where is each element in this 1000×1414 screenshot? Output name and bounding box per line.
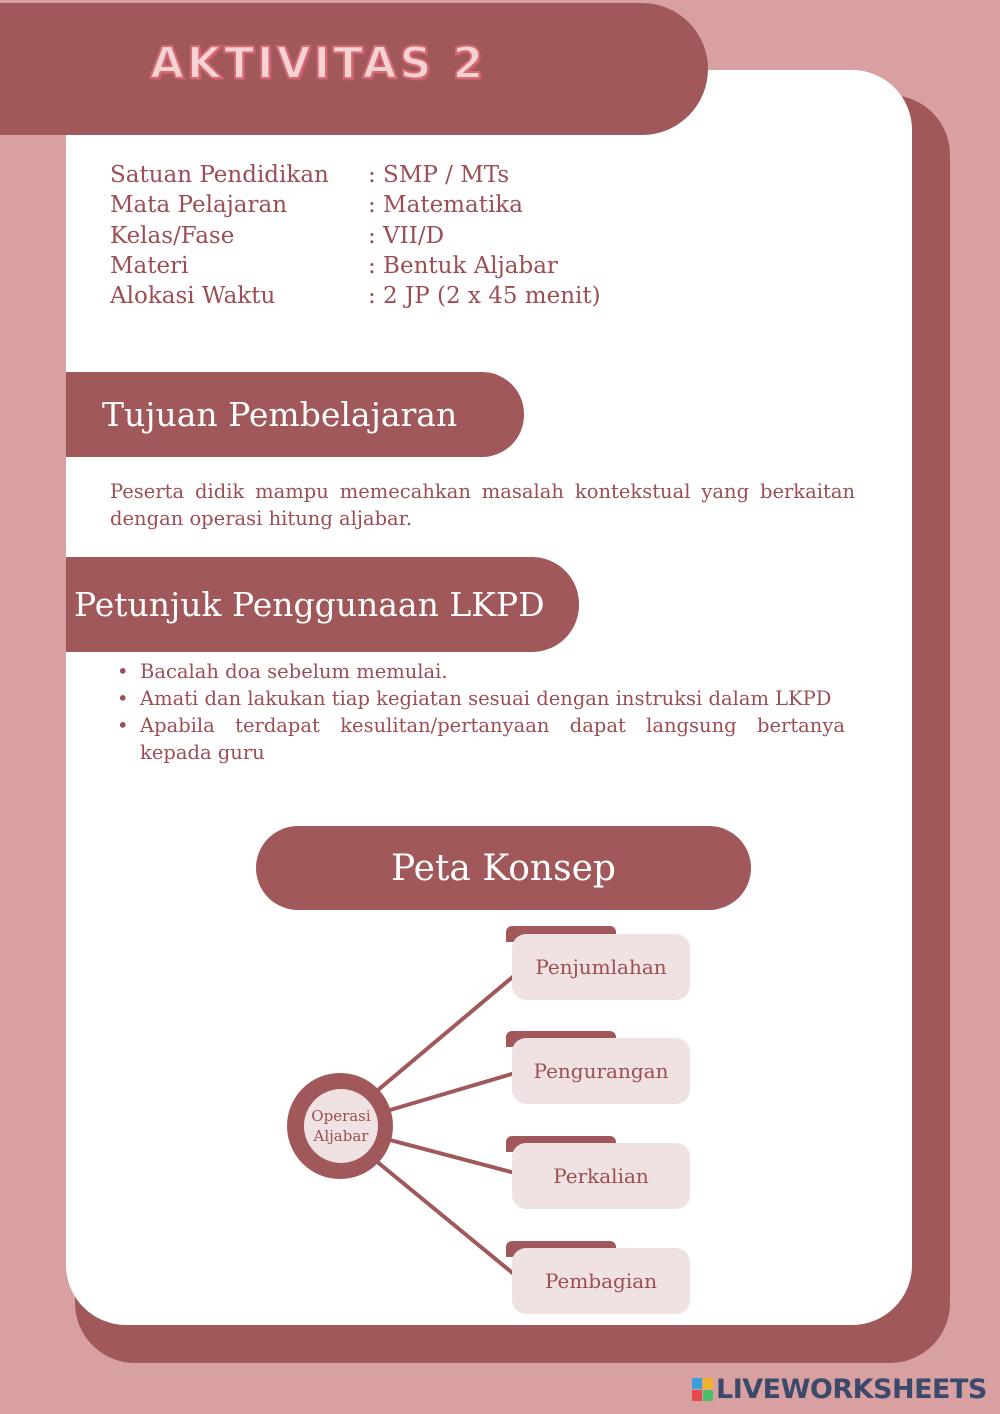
node-perkalian: Perkalian bbox=[512, 1143, 690, 1209]
brand-name: LIVEWORKSHEETS bbox=[716, 1374, 987, 1405]
liveworksheets-logo bbox=[692, 1374, 987, 1405]
center-node-line2: Aljabar bbox=[313, 1127, 369, 1145]
bullet-icon: • bbox=[117, 687, 129, 710]
tujuan-heading: Tujuan Pembelajaran bbox=[102, 395, 458, 434]
info-value: : 2 JP (2 x 45 menit) bbox=[368, 283, 601, 310]
node-penjumlahan: Penjumlahan bbox=[512, 934, 690, 1000]
info-value: : Matematika bbox=[368, 192, 523, 219]
connector-line bbox=[390, 1140, 515, 1173]
info-label: Kelas/Fase bbox=[110, 222, 235, 249]
connector-line bbox=[390, 1073, 515, 1110]
list-item-text: Apabila terdapat kesulitan/pertanyaan dapat langsung bertanya kepada guru bbox=[140, 714, 845, 764]
page-title: AKTIVITAS 2 bbox=[150, 38, 487, 89]
list-item-text: Bacalah doa sebelum memulai. bbox=[140, 660, 448, 683]
liveworksheets-icon bbox=[692, 1378, 713, 1401]
bullet-icon: • bbox=[117, 714, 129, 737]
info-label: Alokasi Waktu bbox=[110, 283, 276, 310]
node-pembagian: Pembagian bbox=[512, 1248, 690, 1314]
node-pengurangan: Pengurangan bbox=[512, 1038, 690, 1104]
bullet-icon: • bbox=[117, 660, 129, 683]
peta-heading: Peta Konsep bbox=[391, 847, 616, 889]
center-node-line1: Operasi bbox=[311, 1107, 371, 1125]
info-label: Satuan Pendidikan bbox=[110, 162, 329, 188]
petunjuk-heading: Petunjuk Penggunaan LKPD bbox=[74, 585, 545, 624]
connector-line bbox=[375, 1160, 515, 1275]
info-label: Mata Pelajaran bbox=[110, 192, 288, 219]
list-item-text: Amati dan lakukan tiap kegiatan sesuai dengan instruksi dalam LKPD bbox=[140, 687, 832, 710]
info-value: : Bentuk Aljabar bbox=[368, 252, 558, 279]
tujuan-text: Peserta didik mampu memecahkan masalah kontekstual yang berkaitan dengan operasi hitung aljabar. bbox=[110, 480, 855, 530]
info-label: Materi bbox=[110, 252, 189, 279]
center-node bbox=[304, 1089, 378, 1163]
info-value: : SMP / MTs bbox=[368, 162, 510, 188]
connector-line bbox=[378, 975, 515, 1090]
info-value: : VII/D bbox=[368, 222, 445, 249]
